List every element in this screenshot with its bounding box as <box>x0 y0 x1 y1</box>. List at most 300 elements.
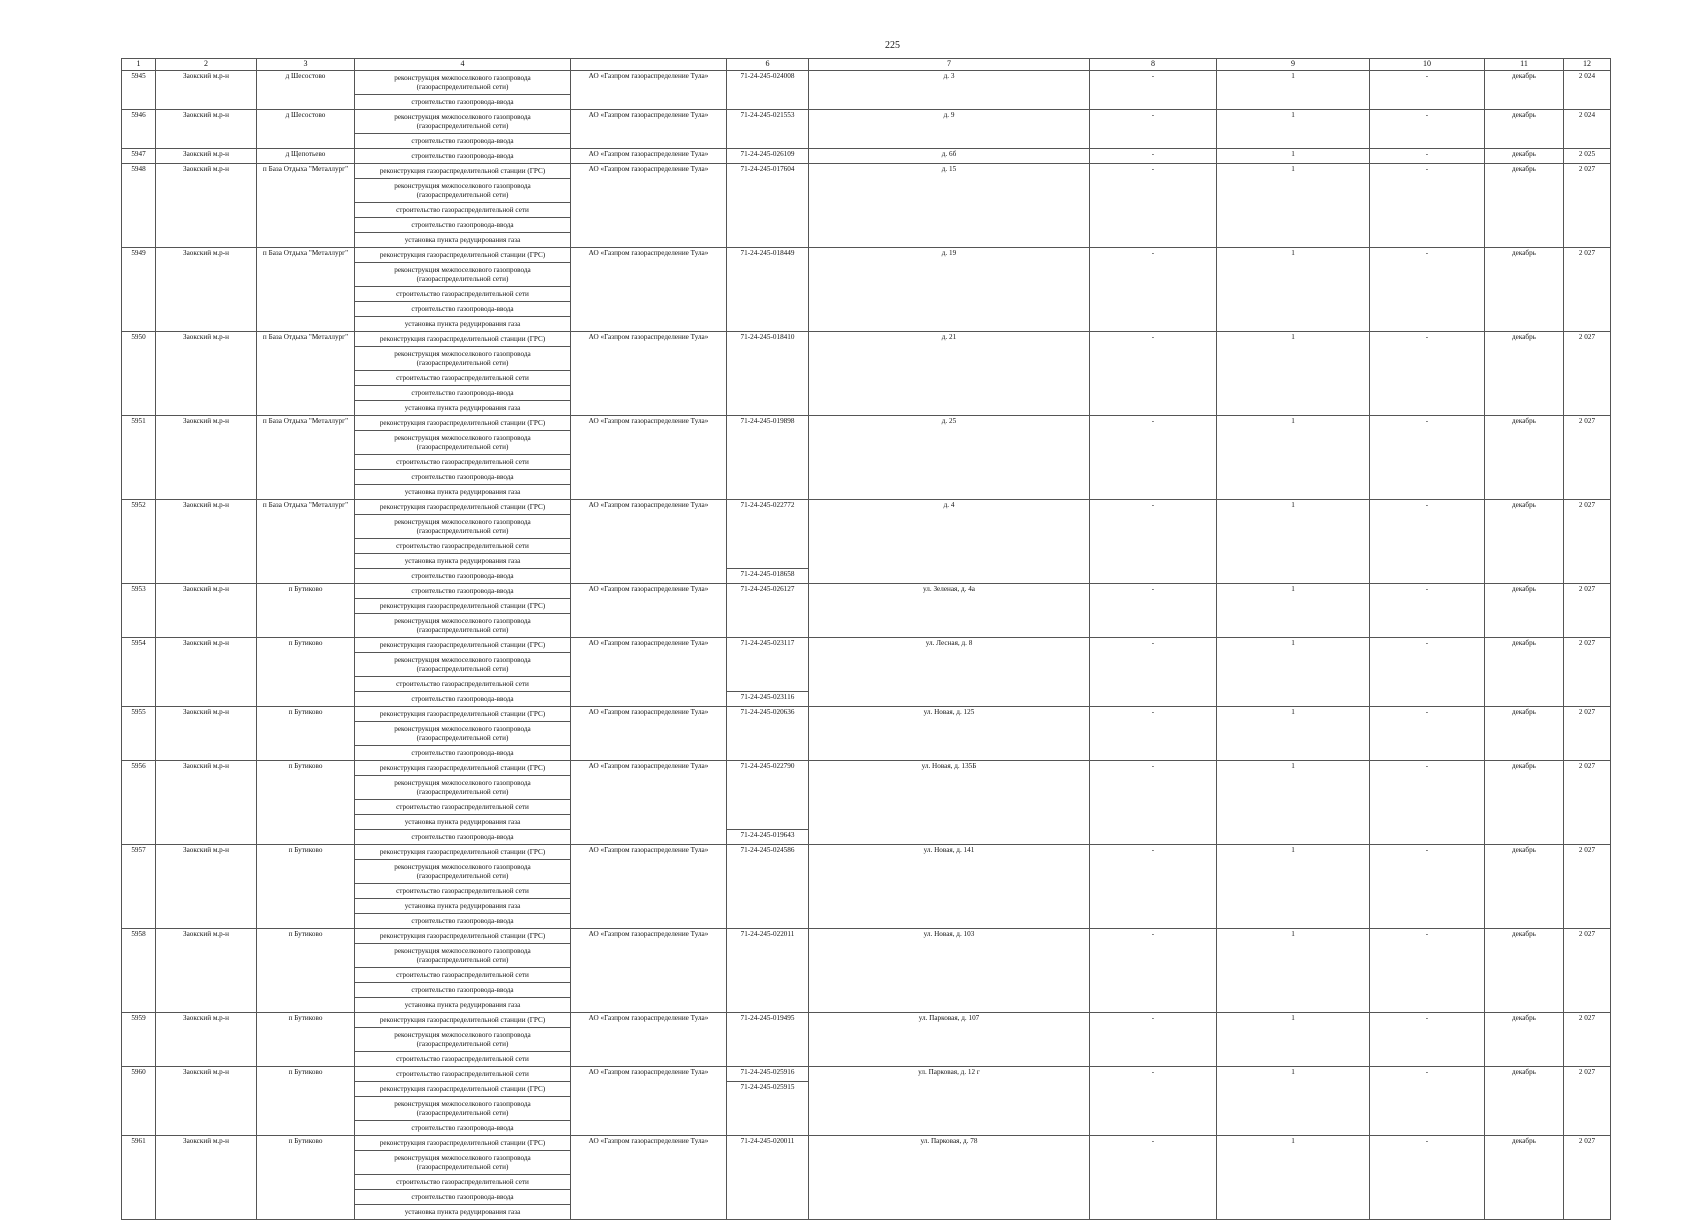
work-type-cell: строительство газопровода-ввода <box>355 692 571 707</box>
work-type-cell: реконструкция газораспределительной станции (ГРС) <box>355 248 571 263</box>
col10-cell: - <box>1370 638 1485 707</box>
work-type-cell: реконструкция межпоселкового газопровода (газораспределительной сети) <box>355 347 571 371</box>
column-header: 2 <box>156 59 257 71</box>
record-number: 5956 <box>122 761 156 845</box>
object-code: 71-24-245-017604 <box>740 165 795 173</box>
address-cell: д. 9 <box>809 110 1090 149</box>
column-header: 3 <box>257 59 355 71</box>
month-cell: декабрь <box>1485 149 1564 164</box>
organization-cell: АО «Газпром газораспределение Тула» <box>571 1013 727 1067</box>
column-header: 9 <box>1217 59 1370 71</box>
district-cell: Заокский м.р-н <box>156 1136 257 1220</box>
year-cell: 2 027 <box>1564 248 1611 332</box>
month-cell: декабрь <box>1485 1067 1564 1136</box>
col8-cell: - <box>1090 929 1217 1013</box>
month-cell: декабрь <box>1485 416 1564 500</box>
table-row <box>122 416 1611 431</box>
object-code: 71-24-245-022790 <box>740 762 795 770</box>
address-cell: ул. Зеленая, д. 4а <box>809 584 1090 638</box>
object-code-cell <box>727 110 809 149</box>
month-cell: декабрь <box>1485 500 1564 584</box>
col8-cell: - <box>1090 761 1217 845</box>
object-code-cell <box>727 584 809 638</box>
column-header: 12 <box>1564 59 1611 71</box>
year-cell: 2 027 <box>1564 1013 1611 1067</box>
col9-cell: 1 <box>1217 1013 1370 1067</box>
record-number: 5960 <box>122 1067 156 1136</box>
object-code: 71-24-245-018410 <box>740 333 795 341</box>
object-code: 71-24-245-025916 <box>740 1068 795 1076</box>
work-type-cell: строительство газопровода-ввода <box>355 584 571 599</box>
organization-cell: АО «Газпром газораспределение Тула» <box>571 1067 727 1136</box>
organization-cell: АО «Газпром газораспределение Тула» <box>571 110 727 149</box>
settlement-cell: п Бутиково <box>257 845 355 929</box>
col9-cell: 1 <box>1217 149 1370 164</box>
object-code-cell <box>727 332 809 416</box>
work-type-cell: строительство газораспределительной сети <box>355 371 571 386</box>
record-number: 5955 <box>122 707 156 761</box>
settlement-cell: п Бутиково <box>257 1013 355 1067</box>
work-type-cell: установка пункта редуцирования газа <box>355 998 571 1013</box>
settlement-cell: п База Отдыха "Металлург" <box>257 164 355 248</box>
object-code-cell <box>727 71 809 110</box>
record-number: 5946 <box>122 110 156 149</box>
object-code-cell <box>727 929 809 1013</box>
work-type-cell: реконструкция межпоселкового газопровода (газораспределительной сети) <box>355 515 571 539</box>
record-number: 5947 <box>122 149 156 164</box>
work-type-cell: реконструкция межпоселкового газопровода (газораспределительной сети) <box>355 614 571 638</box>
year-cell: 2 027 <box>1564 416 1611 500</box>
column-header <box>571 59 727 71</box>
col9-cell: 1 <box>1217 1067 1370 1136</box>
organization-cell: АО «Газпром газораспределение Тула» <box>571 638 727 707</box>
object-code-cell <box>727 164 809 248</box>
work-type-cell: строительство газораспределительной сети <box>355 677 571 692</box>
object-code: 71-24-245-025915 <box>740 1083 795 1091</box>
table-row <box>122 332 1611 347</box>
address-cell: д. 21 <box>809 332 1090 416</box>
col8-cell: - <box>1090 845 1217 929</box>
table-row <box>122 164 1611 179</box>
district-cell: Заокский м.р-н <box>156 761 257 845</box>
col10-cell: - <box>1370 500 1485 584</box>
month-cell: декабрь <box>1485 1136 1564 1220</box>
record-number: 5952 <box>122 500 156 584</box>
year-cell: 2 027 <box>1564 761 1611 845</box>
table-row <box>122 638 1611 653</box>
address-cell: ул. Новая, д. 135Б <box>809 761 1090 845</box>
district-cell: Заокский м.р-н <box>156 71 257 110</box>
col9-cell: 1 <box>1217 110 1370 149</box>
record-number: 5953 <box>122 584 156 638</box>
address-cell: д. 3 <box>809 71 1090 110</box>
work-type-cell: реконструкция газораспределительной станции (ГРС) <box>355 500 571 515</box>
col8-cell: - <box>1090 248 1217 332</box>
work-type-cell: строительство газораспределительной сети <box>355 1052 571 1067</box>
address-cell: ул. Лесная, д. 8 <box>809 638 1090 707</box>
object-code: 71-24-245-019495 <box>740 1014 795 1022</box>
object-code: 71-24-245-019643 <box>740 831 795 839</box>
object-code-cell <box>727 761 809 830</box>
work-type-cell: установка пункта редуцирования газа <box>355 815 571 830</box>
table-row <box>122 761 1611 776</box>
work-type-cell: строительство газораспределительной сети <box>355 1067 571 1082</box>
col10-cell: - <box>1370 149 1485 164</box>
col9-cell: 1 <box>1217 164 1370 248</box>
settlement-cell: п Бутиково <box>257 638 355 707</box>
col10-cell: - <box>1370 929 1485 1013</box>
object-code-cell <box>727 845 809 929</box>
col8-cell: - <box>1090 1013 1217 1067</box>
work-type-cell: строительство газопровода-ввода <box>355 95 571 110</box>
organization-cell: АО «Газпром газораспределение Тула» <box>571 584 727 638</box>
table-row <box>122 707 1611 722</box>
object-code: 71-24-245-022772 <box>740 501 795 509</box>
district-cell: Заокский м.р-н <box>156 164 257 248</box>
table-row <box>122 584 1611 599</box>
col9-cell: 1 <box>1217 416 1370 500</box>
object-code: 71-24-245-019898 <box>740 417 795 425</box>
settlement-cell: п Бутиково <box>257 1067 355 1136</box>
work-type-cell: реконструкция межпоселкового газопровода (газораспределительной сети) <box>355 179 571 203</box>
col8-cell: - <box>1090 71 1217 110</box>
organization-cell: АО «Газпром газораспределение Тула» <box>571 761 727 845</box>
work-type-cell: реконструкция газораспределительной станции (ГРС) <box>355 761 571 776</box>
object-code-cell <box>727 638 809 692</box>
object-code: 71-24-245-022011 <box>740 930 795 938</box>
col9-cell: 1 <box>1217 707 1370 761</box>
work-type-cell: реконструкция газораспределительной станции (ГРС) <box>355 1082 571 1097</box>
table-row <box>122 500 1611 515</box>
settlement-cell: п База Отдыха "Металлург" <box>257 416 355 500</box>
column-number-row <box>122 59 1611 71</box>
work-type-cell: установка пункта редуцирования газа <box>355 401 571 416</box>
object-code-cell <box>727 416 809 500</box>
record-number: 5945 <box>122 71 156 110</box>
col10-cell: - <box>1370 164 1485 248</box>
settlement-cell: п База Отдыха "Металлург" <box>257 500 355 584</box>
col10-cell: - <box>1370 332 1485 416</box>
table-row <box>122 71 1611 95</box>
settlement-cell: д Шесостово <box>257 110 355 149</box>
object-code-cell <box>727 500 809 569</box>
table-row <box>122 110 1611 134</box>
col8-cell: - <box>1090 707 1217 761</box>
work-type-cell: строительство газопровода-ввода <box>355 1121 571 1136</box>
col10-cell: - <box>1370 1067 1485 1136</box>
work-type-cell: реконструкция межпоселкового газопровода (газораспределительной сети) <box>355 776 571 800</box>
work-type-cell: установка пункта редуцирования газа <box>355 485 571 500</box>
object-code: 71-24-245-018658 <box>740 570 795 578</box>
gasification-table <box>121 58 1611 1220</box>
col10-cell: - <box>1370 845 1485 929</box>
district-cell: Заокский м.р-н <box>156 500 257 584</box>
month-cell: декабрь <box>1485 71 1564 110</box>
object-code: 71-24-245-024586 <box>740 846 795 854</box>
organization-cell: АО «Газпром газораспределение Тула» <box>571 71 727 110</box>
district-cell: Заокский м.р-н <box>156 929 257 1013</box>
work-type-cell: строительство газораспределительной сети <box>355 968 571 983</box>
organization-cell: АО «Газпром газораспределение Тула» <box>571 1136 727 1220</box>
object-code-cell <box>727 569 809 584</box>
object-code-cell <box>727 692 809 707</box>
record-number: 5949 <box>122 248 156 332</box>
col10-cell: - <box>1370 584 1485 638</box>
district-cell: Заокский м.р-н <box>156 248 257 332</box>
settlement-cell: п База Отдыха "Металлург" <box>257 248 355 332</box>
month-cell: декабрь <box>1485 707 1564 761</box>
district-cell: Заокский м.р-н <box>156 1067 257 1136</box>
record-number: 5950 <box>122 332 156 416</box>
table-row <box>122 845 1611 860</box>
object-code: 71-24-245-023116 <box>740 693 795 701</box>
table-row <box>122 929 1611 944</box>
work-type-cell: установка пункта редуцирования газа <box>355 233 571 248</box>
work-type-cell: строительство газопровода-ввода <box>355 470 571 485</box>
table-row <box>122 248 1611 263</box>
work-type-cell: реконструкция газораспределительной станции (ГРС) <box>355 1013 571 1028</box>
object-code-cell <box>727 248 809 332</box>
work-type-cell: реконструкция межпоселкового газопровода (газораспределительной сети) <box>355 71 571 95</box>
organization-cell: АО «Газпром газораспределение Тула» <box>571 416 727 500</box>
district-cell: Заокский м.р-н <box>156 149 257 164</box>
work-type-cell: реконструкция газораспределительной станции (ГРС) <box>355 845 571 860</box>
address-cell: д. 6б <box>809 149 1090 164</box>
address-cell: ул. Парковая, д. 107 <box>809 1013 1090 1067</box>
object-code: 71-24-245-020011 <box>740 1137 795 1145</box>
record-number: 5954 <box>122 638 156 707</box>
work-type-cell: реконструкция газораспределительной станции (ГРС) <box>355 332 571 347</box>
col8-cell: - <box>1090 149 1217 164</box>
settlement-cell: п Бутиково <box>257 584 355 638</box>
work-type-cell: установка пункта редуцирования газа <box>355 317 571 332</box>
organization-cell: АО «Газпром газораспределение Тула» <box>571 149 727 164</box>
month-cell: декабрь <box>1485 845 1564 929</box>
organization-cell: АО «Газпром газораспределение Тула» <box>571 248 727 332</box>
work-type-cell: реконструкция межпоселкового газопровода (газораспределительной сети) <box>355 1151 571 1175</box>
work-type-cell: строительство газопровода-ввода <box>355 914 571 929</box>
month-cell: декабрь <box>1485 929 1564 1013</box>
record-number: 5951 <box>122 416 156 500</box>
col8-cell: - <box>1090 638 1217 707</box>
address-cell: ул. Новая, д. 141 <box>809 845 1090 929</box>
district-cell: Заокский м.р-н <box>156 707 257 761</box>
col9-cell: 1 <box>1217 1136 1370 1220</box>
work-type-cell: установка пункта редуцирования газа <box>355 554 571 569</box>
record-number: 5961 <box>122 1136 156 1220</box>
object-code-cell <box>727 830 809 845</box>
work-type-cell: строительство газопровода-ввода <box>355 1190 571 1205</box>
col8-cell: - <box>1090 1136 1217 1220</box>
page-number: 225 <box>885 40 900 51</box>
column-header: 8 <box>1090 59 1217 71</box>
work-type-cell: строительство газораспределительной сети <box>355 800 571 815</box>
district-cell: Заокский м.р-н <box>156 845 257 929</box>
col8-cell: - <box>1090 416 1217 500</box>
settlement-cell: п Бутиково <box>257 761 355 845</box>
col10-cell: - <box>1370 248 1485 332</box>
work-type-cell: строительство газораспределительной сети <box>355 455 571 470</box>
work-type-cell: реконструкция межпоселкового газопровода (газораспределительной сети) <box>355 860 571 884</box>
work-type-cell: реконструкция межпоселкового газопровода (газораспределительной сети) <box>355 431 571 455</box>
address-cell: ул. Парковая, д. 78 <box>809 1136 1090 1220</box>
work-type-cell: строительство газораспределительной сети <box>355 539 571 554</box>
year-cell: 2 027 <box>1564 500 1611 584</box>
column-header: 1 <box>122 59 156 71</box>
col9-cell: 1 <box>1217 638 1370 707</box>
object-code-cell <box>727 1067 809 1082</box>
col8-cell: - <box>1090 164 1217 248</box>
table-row <box>122 1013 1611 1028</box>
work-type-cell: реконструкция газораспределительной станции (ГРС) <box>355 1136 571 1151</box>
address-cell: ул. Новая, д. 125 <box>809 707 1090 761</box>
month-cell: декабрь <box>1485 248 1564 332</box>
work-type-cell: строительство газораспределительной сети <box>355 203 571 218</box>
object-code-cell <box>727 1136 809 1220</box>
column-header: 10 <box>1370 59 1485 71</box>
month-cell: декабрь <box>1485 638 1564 707</box>
district-cell: Заокский м.р-н <box>156 638 257 707</box>
year-cell: 2 027 <box>1564 638 1611 707</box>
col9-cell: 1 <box>1217 332 1370 416</box>
district-cell: Заокский м.р-н <box>156 584 257 638</box>
work-type-cell: строительство газопровода-ввода <box>355 302 571 317</box>
col9-cell: 1 <box>1217 845 1370 929</box>
year-cell: 2 027 <box>1564 1067 1611 1136</box>
settlement-cell: д Щепотьево <box>257 149 355 164</box>
settlement-cell: д Шесостово <box>257 71 355 110</box>
col10-cell: - <box>1370 110 1485 149</box>
month-cell: декабрь <box>1485 761 1564 845</box>
work-type-cell: реконструкция межпоселкового газопровода (газораспределительной сети) <box>355 263 571 287</box>
table-row <box>122 1067 1611 1082</box>
work-type-cell: строительство газопровода-ввода <box>355 830 571 845</box>
object-code: 71-24-245-026127 <box>740 585 795 593</box>
column-header: 11 <box>1485 59 1564 71</box>
col8-cell: - <box>1090 584 1217 638</box>
address-cell: ул. Новая, д. 103 <box>809 929 1090 1013</box>
address-cell: ул. Парковая, д. 12 г <box>809 1067 1090 1136</box>
month-cell: декабрь <box>1485 584 1564 638</box>
year-cell: 2 024 <box>1564 110 1611 149</box>
organization-cell: АО «Газпром газораспределение Тула» <box>571 845 727 929</box>
month-cell: декабрь <box>1485 164 1564 248</box>
object-code: 71-24-245-018449 <box>740 249 795 257</box>
work-type-cell: реконструкция межпоселкового газопровода (газораспределительной сети) <box>355 944 571 968</box>
work-type-cell: строительство газопровода-ввода <box>355 386 571 401</box>
work-type-cell: реконструкция газораспределительной станции (ГРС) <box>355 164 571 179</box>
record-number: 5958 <box>122 929 156 1013</box>
work-type-cell: реконструкция газораспределительной станции (ГРС) <box>355 416 571 431</box>
work-type-cell: строительство газопровода-ввода <box>355 149 571 164</box>
record-number: 5959 <box>122 1013 156 1067</box>
col9-cell: 1 <box>1217 761 1370 845</box>
month-cell: декабрь <box>1485 110 1564 149</box>
col9-cell: 1 <box>1217 248 1370 332</box>
work-type-cell: установка пункта редуцирования газа <box>355 899 571 914</box>
col9-cell: 1 <box>1217 500 1370 584</box>
col8-cell: - <box>1090 110 1217 149</box>
organization-cell: АО «Газпром газораспределение Тула» <box>571 164 727 248</box>
year-cell: 2 024 <box>1564 71 1611 110</box>
object-code: 71-24-245-026109 <box>740 150 795 158</box>
table-body <box>122 71 1611 1220</box>
object-code-cell <box>727 1082 809 1136</box>
col8-cell: - <box>1090 500 1217 584</box>
work-type-cell: строительство газопровода-ввода <box>355 134 571 149</box>
settlement-cell: п Бутиково <box>257 929 355 1013</box>
work-type-cell: реконструкция межпоселкового газопровода (газораспределительной сети) <box>355 1097 571 1121</box>
organization-cell: АО «Газпром газораспределение Тула» <box>571 500 727 584</box>
settlement-cell: п База Отдыха "Металлург" <box>257 332 355 416</box>
object-code-cell <box>727 707 809 761</box>
work-type-cell: реконструкция газораспределительной станции (ГРС) <box>355 929 571 944</box>
work-type-cell: строительство газопровода-ввода <box>355 569 571 584</box>
address-cell: д. 25 <box>809 416 1090 500</box>
record-number: 5948 <box>122 164 156 248</box>
month-cell: декабрь <box>1485 1013 1564 1067</box>
col10-cell: - <box>1370 761 1485 845</box>
organization-cell: АО «Газпром газораспределение Тула» <box>571 707 727 761</box>
settlement-cell: п Бутиково <box>257 707 355 761</box>
district-cell: Заокский м.р-н <box>156 416 257 500</box>
work-type-cell: реконструкция газораспределительной станции (ГРС) <box>355 599 571 614</box>
work-type-cell: реконструкция межпоселкового газопровода (газораспределительной сети) <box>355 110 571 134</box>
col10-cell: - <box>1370 707 1485 761</box>
year-cell: 2 025 <box>1564 149 1611 164</box>
organization-cell: АО «Газпром газораспределение Тула» <box>571 332 727 416</box>
year-cell: 2 027 <box>1564 845 1611 929</box>
col10-cell: - <box>1370 71 1485 110</box>
year-cell: 2 027 <box>1564 584 1611 638</box>
year-cell: 2 027 <box>1564 707 1611 761</box>
district-cell: Заокский м.р-н <box>156 1013 257 1067</box>
work-type-cell: реконструкция межпоселкового газопровода (газораспределительной сети) <box>355 722 571 746</box>
col9-cell: 1 <box>1217 584 1370 638</box>
column-header: 4 <box>355 59 571 71</box>
object-code-cell <box>727 1013 809 1067</box>
record-number: 5957 <box>122 845 156 929</box>
year-cell: 2 027 <box>1564 929 1611 1013</box>
col9-cell: 1 <box>1217 929 1370 1013</box>
month-cell: декабрь <box>1485 332 1564 416</box>
work-type-cell: строительство газораспределительной сети <box>355 1175 571 1190</box>
year-cell: 2 027 <box>1564 164 1611 248</box>
column-header: 7 <box>809 59 1090 71</box>
work-type-cell: реконструкция газораспределительной станции (ГРС) <box>355 638 571 653</box>
settlement-cell: п Бутиково <box>257 1136 355 1220</box>
work-type-cell: реконструкция межпоселкового газопровода (газораспределительной сети) <box>355 653 571 677</box>
col10-cell: - <box>1370 1013 1485 1067</box>
work-type-cell: реконструкция межпоселкового газопровода (газораспределительной сети) <box>355 1028 571 1052</box>
col10-cell: - <box>1370 416 1485 500</box>
table-row <box>122 149 1611 164</box>
object-code: 71-24-245-023117 <box>740 639 795 647</box>
work-type-cell: строительство газопровода-ввода <box>355 218 571 233</box>
work-type-cell: строительство газораспределительной сети <box>355 884 571 899</box>
work-type-cell: строительство газопровода-ввода <box>355 983 571 998</box>
object-code: 71-24-245-020636 <box>740 708 795 716</box>
year-cell: 2 027 <box>1564 332 1611 416</box>
table-row <box>122 1136 1611 1151</box>
district-cell: Заокский м.р-н <box>156 110 257 149</box>
organization-cell: АО «Газпром газораспределение Тула» <box>571 929 727 1013</box>
col8-cell: - <box>1090 332 1217 416</box>
address-cell: д. 15 <box>809 164 1090 248</box>
col8-cell: - <box>1090 1067 1217 1136</box>
col9-cell: 1 <box>1217 71 1370 110</box>
column-header: 6 <box>727 59 809 71</box>
